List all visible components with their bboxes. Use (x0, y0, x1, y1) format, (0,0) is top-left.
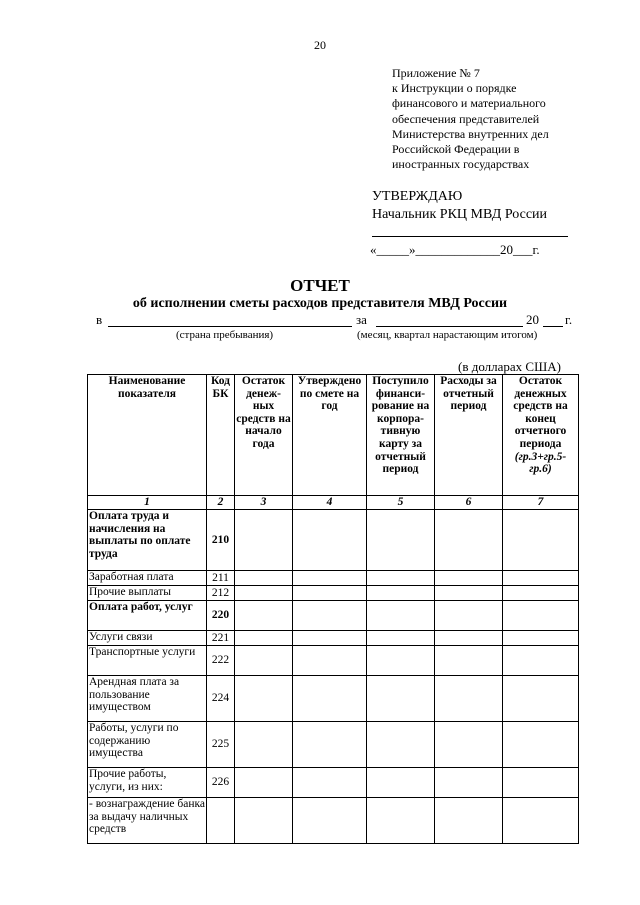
cell (435, 646, 503, 676)
column-number: 5 (367, 496, 435, 510)
approver-position: Начальник РКЦ МВД России (372, 207, 548, 222)
cell (293, 586, 367, 601)
cell (367, 631, 435, 646)
cell (293, 646, 367, 676)
cell (503, 601, 579, 631)
row-code: 224 (207, 676, 235, 722)
cell (435, 722, 503, 768)
cell (503, 676, 579, 722)
appendix-block (392, 66, 549, 172)
country-blank (108, 312, 352, 327)
cell (503, 646, 579, 676)
table-row (88, 646, 579, 676)
column-number: 1 (88, 496, 207, 510)
column-number: 4 (293, 496, 367, 510)
cell (503, 722, 579, 768)
cell (503, 798, 579, 844)
country-period-line (96, 312, 576, 328)
prefix-label: в (96, 312, 103, 327)
header-funding: Поступило финанси-рование на корпора-тивную карту за отчетный период (367, 375, 435, 496)
row-code: 226 (207, 768, 235, 798)
column-number: 7 (503, 496, 579, 510)
cell (435, 631, 503, 646)
column-number-row (88, 496, 579, 510)
cell (435, 676, 503, 722)
cell (503, 586, 579, 601)
year-suffix: г. (565, 312, 573, 327)
period-label: за (356, 312, 367, 327)
period-hint: (месяц, квартал нарастающим итогом) (357, 329, 538, 341)
row-code: 225 (207, 722, 235, 768)
row-name: Арендная плата за пользование имуществом (88, 676, 207, 722)
cell (503, 631, 579, 646)
cell (235, 601, 293, 631)
cell (293, 601, 367, 631)
appendix-line: к Инструкции о порядке (392, 81, 517, 96)
appendix-line: финансового и материального (392, 96, 546, 111)
row-name: Заработная плата (88, 571, 207, 586)
cell (235, 798, 293, 844)
row-code: 220 (207, 601, 235, 631)
cell (435, 768, 503, 798)
report-table (87, 374, 579, 844)
currency-note: (в долларах США) (458, 359, 561, 374)
report-subtitle: об исполнении сметы расходов представителя МВД России (132, 296, 508, 311)
cell (293, 768, 367, 798)
row-name: Оплата работ, услуг (88, 601, 207, 631)
cell (293, 571, 367, 586)
row-code: 221 (207, 631, 235, 646)
cell (293, 798, 367, 844)
row-code: 212 (207, 586, 235, 601)
row-code: 210 (207, 510, 235, 571)
cell (293, 631, 367, 646)
row-name: - вознаграждение банка за выдачу наличных средств (88, 798, 207, 844)
cell (293, 722, 367, 768)
cell (367, 798, 435, 844)
cell (503, 768, 579, 798)
table-row (88, 601, 579, 631)
appendix-line: обеспечения представителей (392, 111, 540, 126)
cell (367, 768, 435, 798)
header-formula: (гр.3+гр.5-гр.6) (514, 450, 567, 476)
approval-date: «_____»_____________20___г. (370, 242, 540, 257)
table-row (88, 722, 579, 768)
appendix-line: Приложение № 7 (392, 66, 480, 80)
cell (435, 571, 503, 586)
column-number: 6 (435, 496, 503, 510)
cell (435, 601, 503, 631)
row-name: Прочие выплаты (88, 586, 207, 601)
cell (503, 510, 579, 571)
row-code: 211 (207, 571, 235, 586)
approval-block (372, 188, 547, 224)
column-number: 2 (207, 496, 235, 510)
table-header-row (88, 375, 579, 496)
cell (367, 571, 435, 586)
year-label: 20 (526, 312, 539, 327)
header-code: Код БК (207, 375, 235, 496)
page-number: 20 (314, 38, 326, 52)
table-row (88, 768, 579, 798)
header-expenses: Расходы за отчетный период (435, 375, 503, 496)
cell (235, 586, 293, 601)
cell (235, 722, 293, 768)
header-balance-end-label: Остаток денежных средств на конец отчетного периода (513, 375, 568, 450)
cell (367, 586, 435, 601)
cell (503, 571, 579, 586)
table-row (88, 571, 579, 586)
table-row (88, 510, 579, 571)
row-code (207, 798, 235, 844)
row-name: Работы, услуги по содержанию имущества (88, 722, 207, 768)
signature-line (372, 236, 568, 237)
period-blank (376, 312, 523, 327)
row-name: Услуги связи (88, 631, 207, 646)
header-approved: Утверждено по смете на год (293, 375, 367, 496)
cell (367, 510, 435, 571)
table-row (88, 676, 579, 722)
cell (367, 646, 435, 676)
appendix-line: иностранных государствах (392, 157, 530, 172)
cell (293, 676, 367, 722)
header-balance-start: Остаток денеж-ных средств на начало года (235, 375, 293, 496)
appendix-line: Министерства внутренних дел (392, 126, 549, 141)
approve-label: УТВЕРЖДАЮ (372, 189, 463, 204)
header-balance-end (503, 375, 579, 496)
table-row (88, 631, 579, 646)
row-code: 222 (207, 646, 235, 676)
cell (235, 571, 293, 586)
country-hint: (страна пребывания) (176, 329, 274, 341)
cell (293, 510, 367, 571)
cell (235, 631, 293, 646)
report-title: ОТЧЕТ (290, 276, 350, 295)
cell (435, 586, 503, 601)
row-name: Транспортные услуги (88, 646, 207, 676)
cell (235, 646, 293, 676)
header-name: Наименование показателя (88, 375, 207, 496)
cell (435, 798, 503, 844)
cell (367, 601, 435, 631)
year-blank (543, 312, 563, 327)
table-row (88, 586, 579, 601)
cell (435, 510, 503, 571)
table-row (88, 798, 579, 844)
appendix-line: Российской Федерации в (392, 142, 520, 157)
cell (235, 676, 293, 722)
column-number: 3 (235, 496, 293, 510)
row-name: Оплата труда и начисления на выплаты по оплате труда (88, 510, 207, 571)
cell (235, 768, 293, 798)
row-name: Прочие работы, услуги, из них: (88, 768, 207, 798)
cell (235, 510, 293, 571)
cell (367, 676, 435, 722)
cell (367, 722, 435, 768)
